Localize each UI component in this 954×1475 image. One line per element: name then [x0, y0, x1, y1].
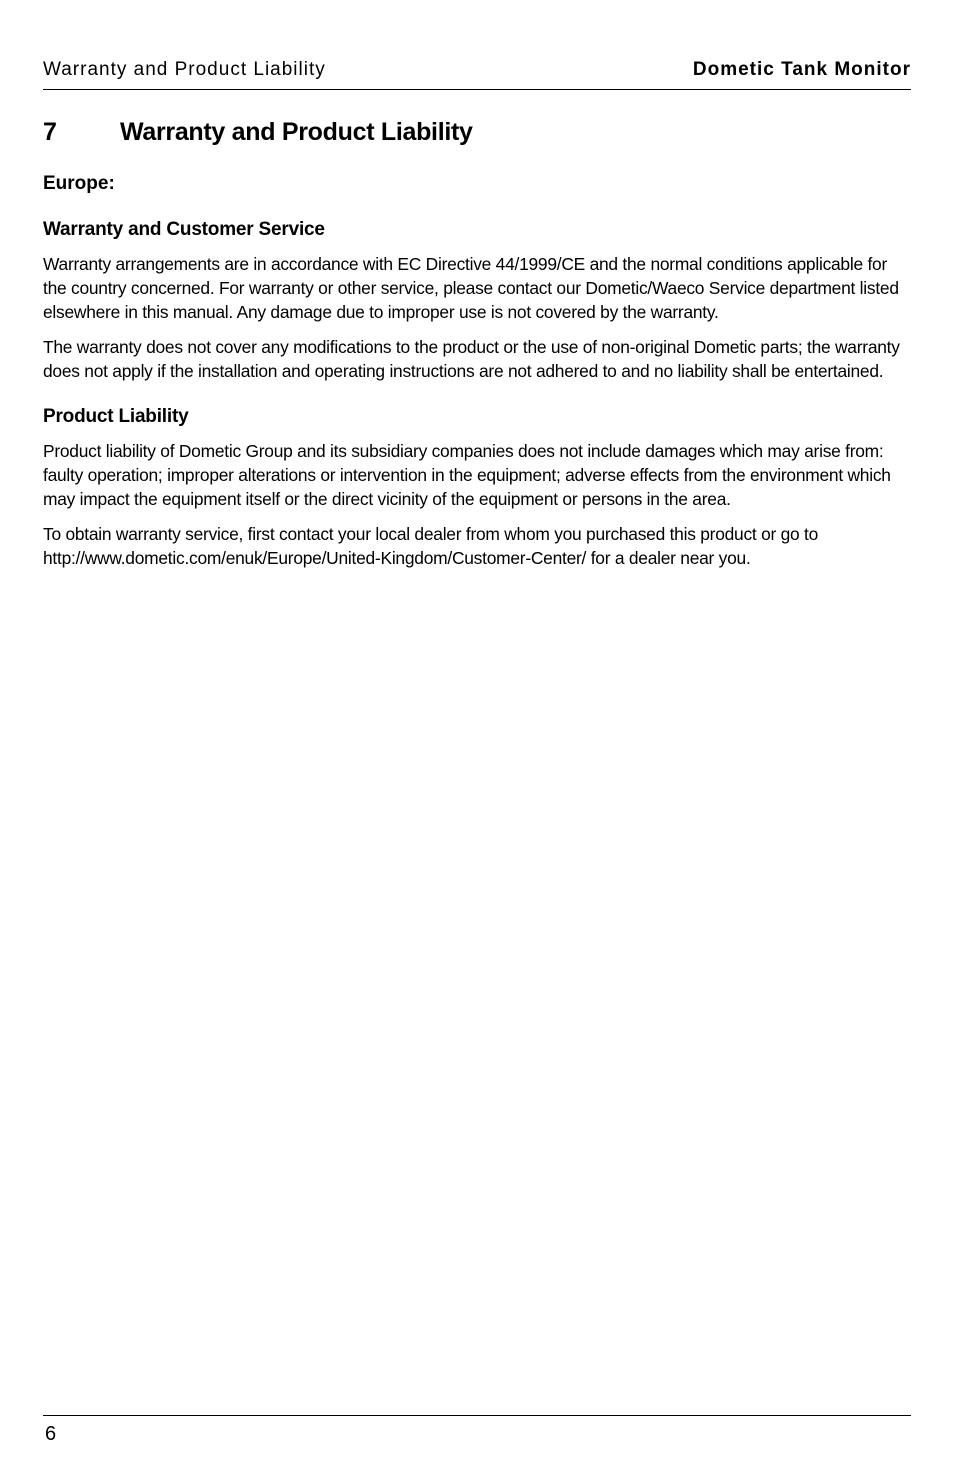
liability-paragraph: Product liability of Dometic Group and its subsidiary companies does not include damages which may arise from: faulty operation; improper alterations or intervention in the equipment; adverse effects from the environment which may impact the equipment itself or the direct vicinity of the equipment or persons in the area. — [43, 441, 891, 509]
warranty-heading: Warranty and Customer Service — [43, 219, 325, 240]
liability-paragraph: To obtain warranty service, first contact your local dealer from whom you purchased this product or go to http://www.dometic.com/enuk/Europe/United-Kingdom/Customer-Center/ for a dealer near you. — [43, 524, 819, 568]
page-number: 6 — [45, 1423, 57, 1445]
chapter-title: Warranty and Product Liability — [120, 118, 473, 146]
warranty-paragraph: Warranty arrangements are in accordance with EC Directive 44/1999/CE and the normal conditions applicable for the country concerned. For warranty or other service, please contact our Dometic/Waeco Service department listed elsewhere in this manual. Any damage due to improper use is not covered by the warranty. — [43, 254, 899, 322]
page-header — [43, 59, 911, 90]
page-content — [43, 172, 911, 581]
chapter-number: 7 — [43, 118, 57, 146]
page-footer — [43, 1415, 911, 1445]
warranty-paragraph: The warranty does not cover any modifications to the product or the use of non-original Dometic parts; the warranty does not apply if the installation and operating instructions are not adhered to and no liability shall be entertained. — [43, 337, 900, 381]
region-label: Europe: — [43, 173, 115, 194]
header-section-title: Warranty and Product Liability — [43, 59, 326, 80]
header-product-name: Dometic Tank Monitor — [692, 59, 911, 80]
chapter-heading — [43, 118, 911, 147]
product-liability-heading: Product Liability — [43, 406, 189, 427]
